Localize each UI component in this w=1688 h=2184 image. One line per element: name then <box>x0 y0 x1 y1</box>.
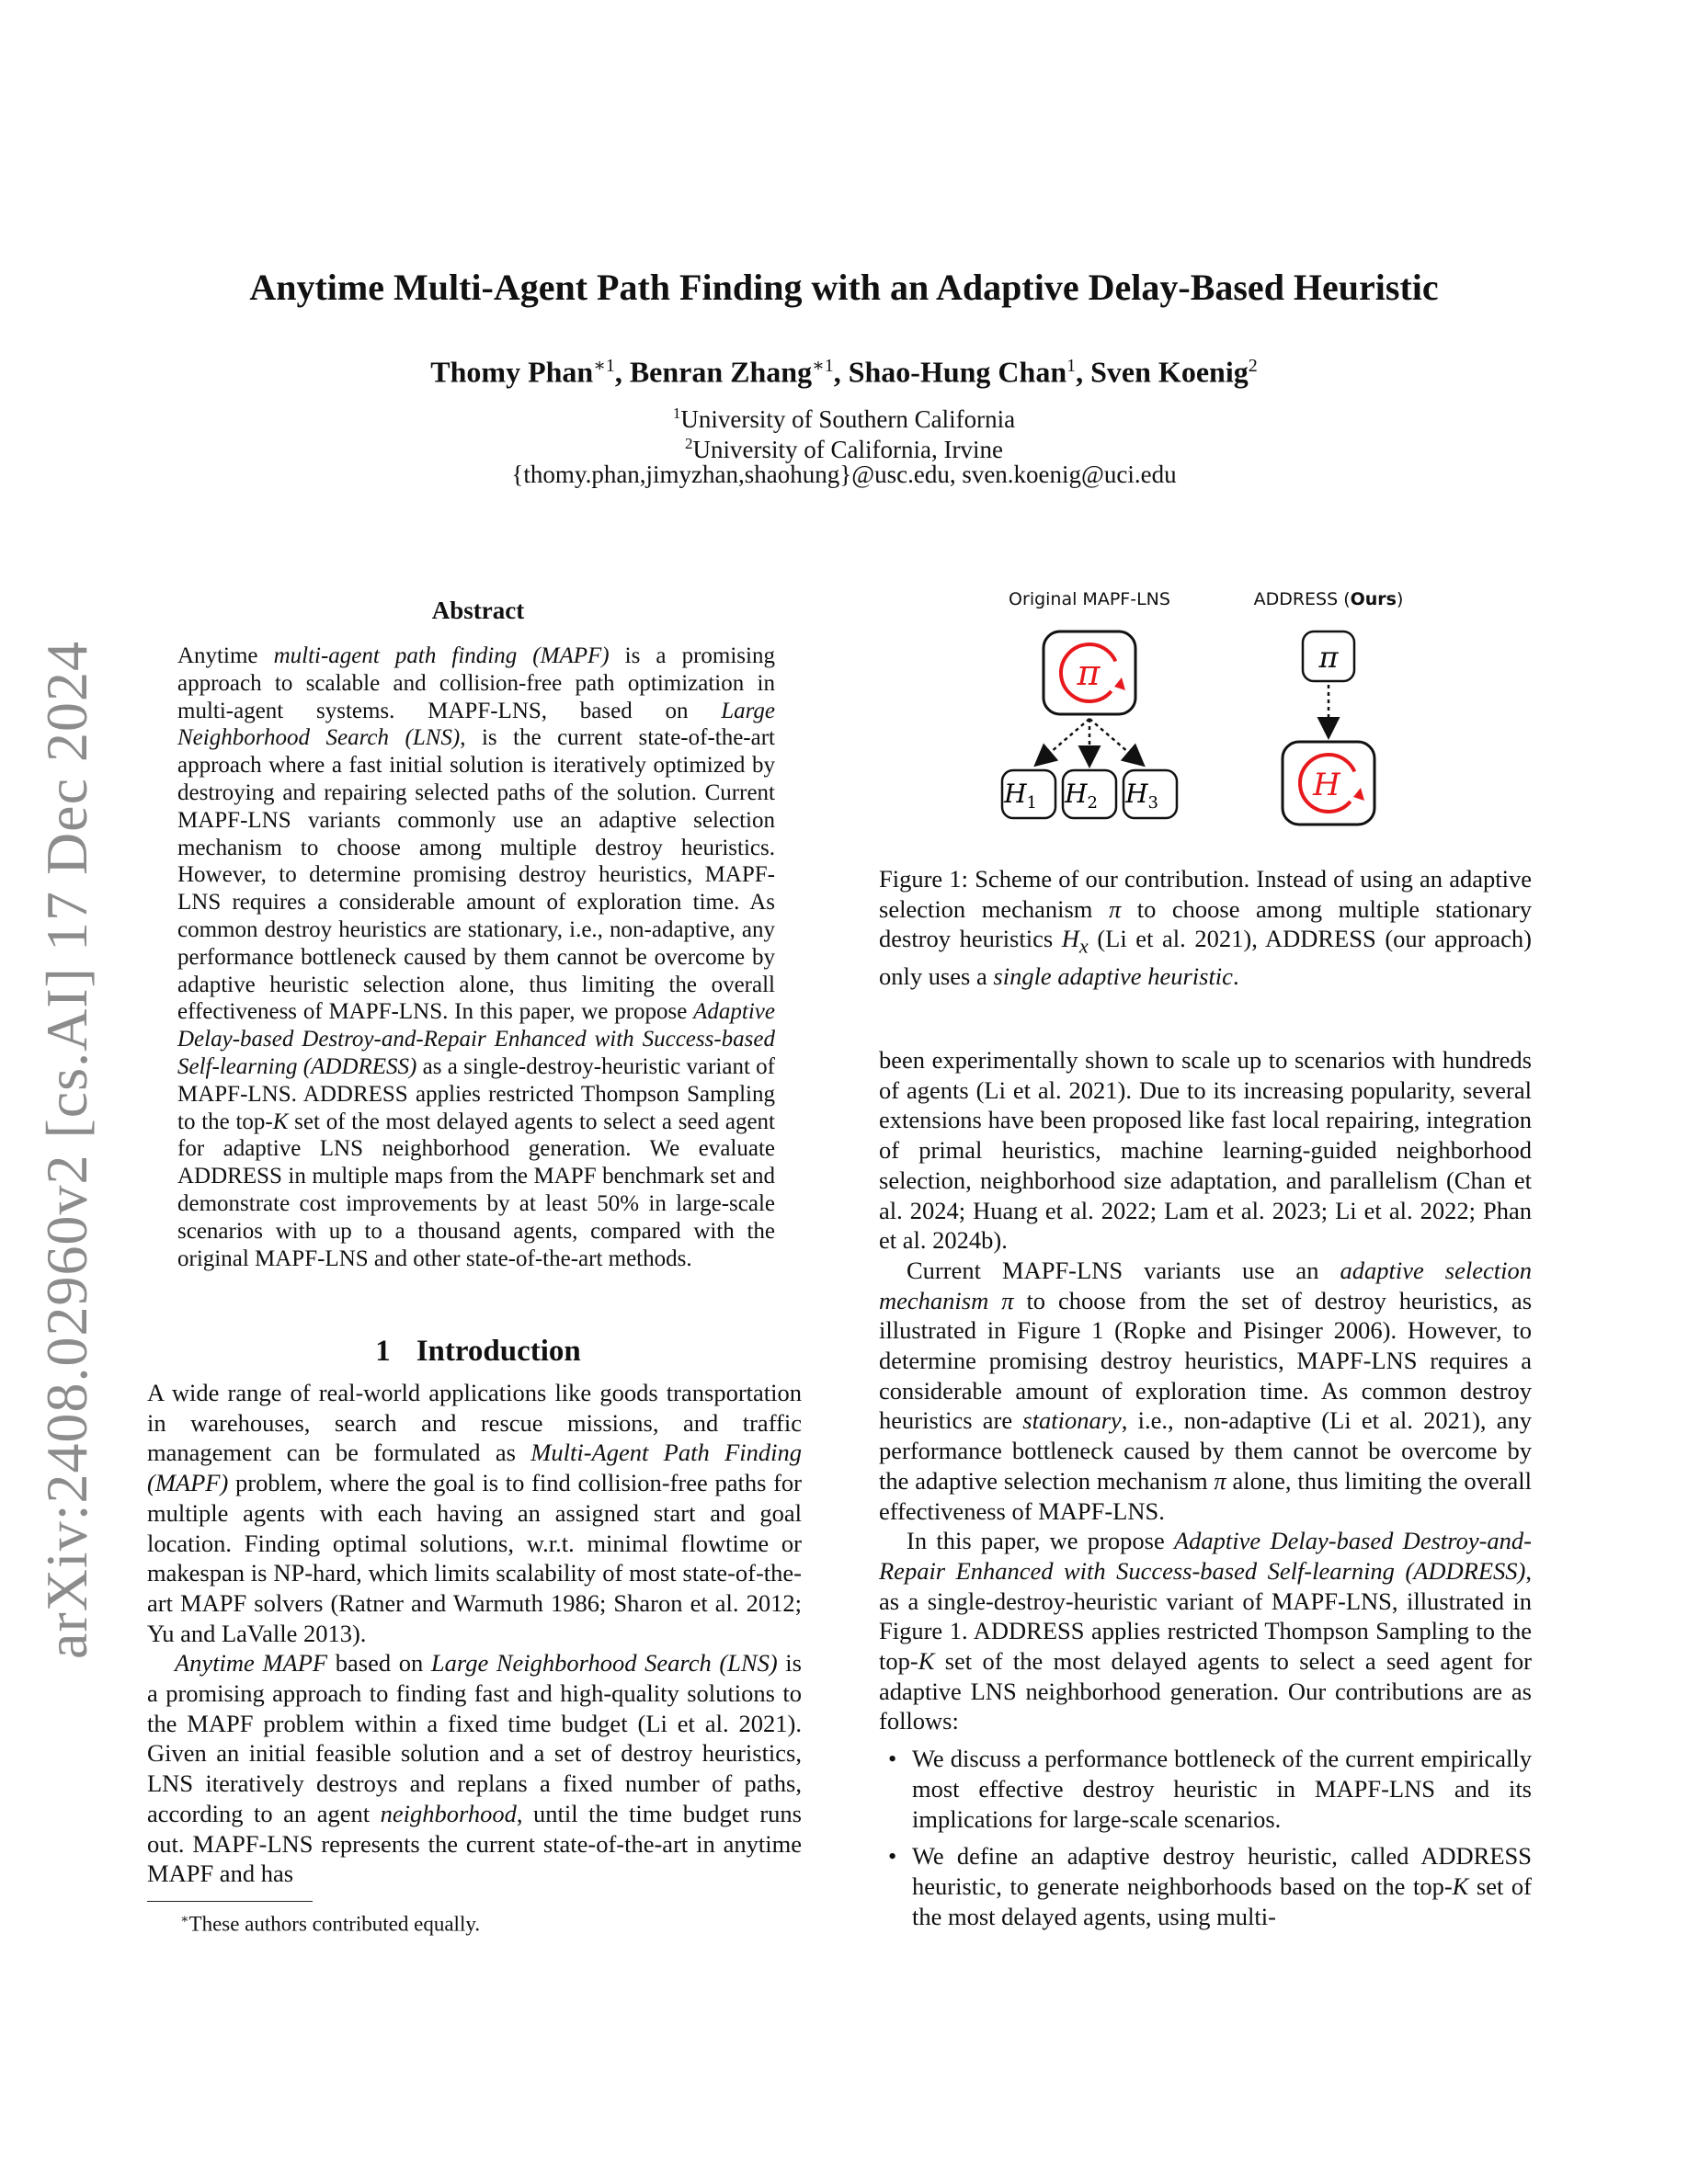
paper-title: Anytime Multi-Agent Path Finding with an Adaptive Delay-Based Heuristic <box>249 267 1439 308</box>
body-paragraph-1: been experimentally shown to scale up to scenarios with hundreds of agents (Li et al. 2021). Due to its increasing popularity, several extensions have been proposed like fast local repairing, integration of primal heuristics, machine learning-guided neighborhood selection, neighborhood size adaptation, and parallelism (Chan et al. 2024; Huang et al. 2022; Lam et al. 2023; Li et al. 2022; Phan et al. 2024b). <box>879 1046 1532 1255</box>
contribution-list <box>879 1744 1532 1931</box>
affiliation-2: $^2$University of California, Irvine <box>685 435 1003 463</box>
list-item: • We discuss a performance bottleneck of the current empirically most effective destroy heuristic in MAPF-LNS and its implications for large-scale scenarios. <box>879 1744 1532 1834</box>
arxiv-stamp <box>6 515 116 1673</box>
selector-node <box>1303 631 1354 681</box>
author-name: Thomy Phan <box>430 355 594 389</box>
section-heading-introduction: 1 Introduction <box>375 1335 581 1368</box>
heuristic-node-2 <box>1063 770 1116 818</box>
intro-paragraph-1: A wide range of real-world applications like goods transportation in warehouses, search and rescue missions, and traffic management can be formulated as Multi-Agent Path Finding (MAPF) problem, where the goal is to find collision-free paths for multiple agents with each having an assigned start and goal location. Finding optimal solutions, w.r.t. minimal flowtime or makespan is NP-hard, which limits scalability of most state-of-the-art MAPF solvers (Ratner and Warmuth 1986; Sharon et al. 2012; Yu and LaValle 2013). <box>147 1379 802 1647</box>
list-item: • We define an adaptive destroy heuristic, called ADDRESS heuristic, to generate neighborhoods based on the top-K set of the most delayed agents, using multi- <box>879 1841 1532 1931</box>
figure-1 <box>975 584 1489 850</box>
adaptive-selector-node <box>1044 631 1135 714</box>
heuristic-node-1 <box>1002 770 1055 818</box>
dotted-arrow <box>1037 719 1089 764</box>
svg-text:H1: $H_1$ <box>1004 779 1037 813</box>
figure-1-caption: Figure 1: Scheme of our contribution. Instead of using an adaptive selection mechanism π to choose among multiple stationary destroy heuristics $H_x$ (Li et al. 2021), ADDRESS (our approach) only uses a single adaptive heuristic. <box>879 865 1533 991</box>
intro-paragraph-2: Anytime MAPF based on Large Neighborhood Search (LNS) is a promising approach to finding fast and high-quality solutions to the MAPF problem within a fixed time budget (Li et al. 2021). Given an initial feasible solution and a set of destroy heuristics, LNS iteratively destroys and replans a fixed number of paths, according to an agent neighborhood, until the time budget runs out. MAPF-LNS represents the current state-of-the-art in anytime MAPF and has <box>147 1649 802 1888</box>
figure-label-address: ADDRESS (Ours) <box>1253 589 1404 609</box>
author-name: Sven Koenig <box>1090 355 1249 389</box>
arxiv-stamp-text: arXiv:2408.02960v2 [cs.AI] 17 Dec 2024 <box>34 641 99 1659</box>
abstract-body: Anytime multi-agent path finding (MAPF) is a promising approach to scalable and collision-free path optimization in multi-agent systems. MAPF-LNS, based on Large Neighborhood Search (LNS), is the current state-of-the-art approach where a fast initial solution is iteratively optimized by destroying and repairing selected paths of the solution. Current MAPF-LNS variants commonly use an adaptive selection mechanism to choose among multiple destroy heuristics. However, to determine promising destroy heuristics, MAPF-LNS requires a considerable amount of exploration time. As common destroy heuristics are stationary, i.e., non-adaptive, any performance bottleneck caused by them cannot be overcome by adaptive heuristic selection alone, thus limiting the overall effectiveness of MAPF-LNS. In this paper, we propose Adaptive Delay-based Destroy-and-Repair Enhanced with Success-based Self-learning (ADDRESS) as a single-destroy-heuristic variant of MAPF-LNS. ADDRESS applies restricted Thompson Sampling to the top-K set of the most delayed agents to select a seed agent for adaptive LNS neighborhood generation. We evaluate ADDRESS in multiple maps from the MAPF benchmark set and demonstrate cost improvements by at least 50% in large-scale scenarios with up to a thousand agents, compared with the original MAPF-LNS and other state-of-the-art methods. <box>177 643 775 1271</box>
dotted-arrow <box>1089 719 1142 764</box>
svg-text:H2: $H_2$ <box>1065 779 1098 813</box>
right-column-text <box>879 1045 1532 1939</box>
affiliation-1: $^1$University of Southern California <box>672 404 1016 433</box>
body-paragraph-3: In this paper, we propose Adaptive Delay-based Destroy-and-Repair Enhanced with Success-based Self-learning (ADDRESS), as a single-destroy-heuristic variant of MAPF-LNS, illustrated in Figure 1. ADDRESS applies restricted Thompson Sampling to the top-K set of the most delayed agents to select a seed agent for adaptive LNS neighborhood generation. Our contributions are as follows: <box>879 1527 1532 1735</box>
svg-text:π: π <box>1318 640 1339 675</box>
pi-symbol: π <box>1077 653 1101 693</box>
body-paragraph-2: Current MAPF-LNS variants use an adaptive selection mechanism π to choose from the set of destroy heuristics, as illustrated in Figure 1 (Ropke and Pisinger 2006). However, to determine promising destroy heuristics, MAPF-LNS requires a considerable amount of exploration time. As common destroy heuristics are stationary, i.e., non-adaptive (Li et al. 2021), any performance bottleneck caused by them cannot be overcome by the adaptive selection mechanism π alone, thus limiting the overall effectiveness of MAPF-LNS. <box>879 1256 1533 1525</box>
heuristic-node-3 <box>1123 770 1177 818</box>
footnote-rule <box>147 1901 313 1902</box>
figure-label-original: Original MAPF-LNS <box>1009 589 1170 609</box>
adaptive-heuristic-node <box>1283 742 1374 825</box>
author-emails: {thomy.phan,jimyzhan,shaohung}@usc.edu, sven.koenig@uci.edu <box>511 461 1177 488</box>
author-name: Benran Zhang <box>629 355 813 389</box>
abstract-heading: Abstract <box>431 597 525 624</box>
author-name: Shao-Hung Chan <box>848 355 1067 389</box>
svg-text:H3: $H_3$ <box>1125 779 1158 813</box>
footnote: ∗These authors contributed equally. <box>180 1912 481 1936</box>
author-list: Thomy Phan$^{∗1}$, Benran Zhang$^{∗1}$, Shao-Hung Chan$^1$, Sven Koenig$^2$ <box>430 355 1258 389</box>
svg-text:H: H <box>1313 767 1340 803</box>
left-column-text <box>147 1378 802 1889</box>
